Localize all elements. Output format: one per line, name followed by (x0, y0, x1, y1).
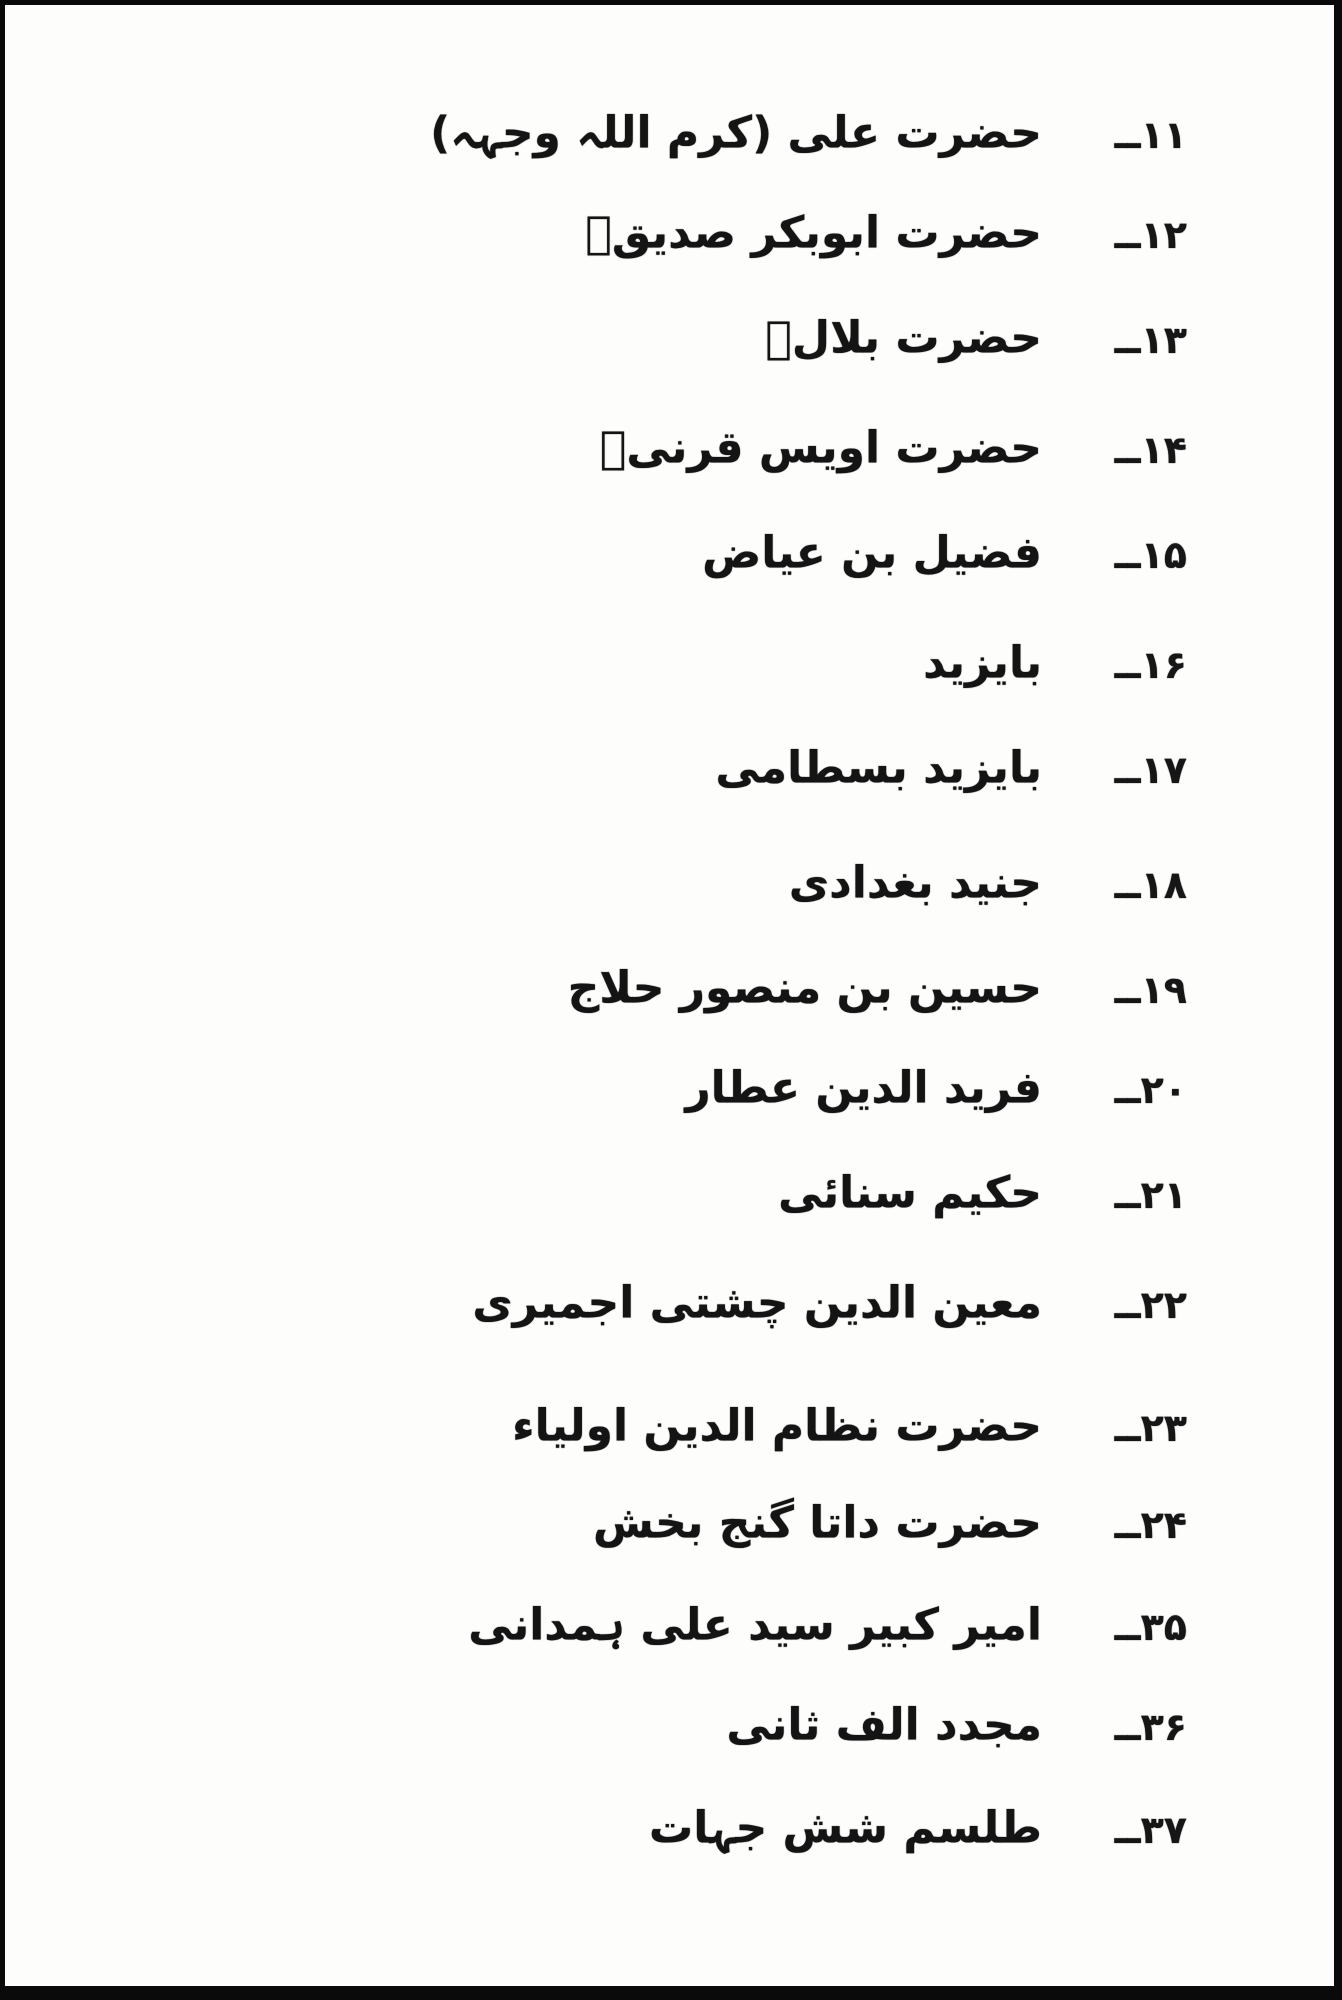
item-name: حضرت داتا گنج بخش (592, 1497, 1042, 1549)
item-name: بایزید بسطامی (715, 742, 1042, 794)
item-number: ۱۶ــ (1114, 643, 1187, 687)
item-number: ۲۲ــ (1114, 1283, 1187, 1327)
item-number: ۱۱ــ (1114, 113, 1187, 157)
item-name: حکیم سنائی (778, 1167, 1042, 1219)
item-name: بایزید (923, 637, 1042, 689)
item-name: حسین بن منصور حلاج (567, 962, 1042, 1014)
item-name: جنید بغدادی (788, 857, 1042, 909)
item-name: امیر کبیر سید علی ہمدانی (468, 1599, 1042, 1651)
item-name: مجدد الف ثانی (726, 1699, 1042, 1751)
item-number: ۱۲ــ (1114, 213, 1187, 257)
item-name: فرید الدین عطار (685, 1062, 1042, 1114)
item-number: ۳۷ــ (1114, 1808, 1187, 1852)
item-number: ۱۵ــ (1114, 533, 1187, 577)
item-name: حضرت نظام الدین اولیاء (512, 1400, 1042, 1452)
item-number: ۱۹ــ (1114, 968, 1187, 1012)
item-number: ۲۴ــ (1114, 1503, 1187, 1547)
item-number: ۲۱ــ (1114, 1173, 1187, 1217)
item-number: ۳۵ــ (1114, 1605, 1187, 1649)
item-name: فضیل بن عیاض (702, 527, 1042, 579)
item-number: ۱۳ــ (1114, 318, 1187, 362)
item-number: ۲۳ــ (1114, 1406, 1187, 1450)
item-number: ۱۷ــ (1114, 748, 1187, 792)
item-name: حضرت ابوبکر صدیقؓ (585, 207, 1042, 259)
item-number: ۳۶ــ (1114, 1705, 1187, 1749)
item-name: حضرت بلالؓ (765, 312, 1042, 364)
item-name: حضرت اویس قرنیؓ (599, 422, 1042, 474)
item-name: حضرت علی (کرم اللہ وجہہ) (430, 107, 1042, 159)
item-name: طلسم شش جہات (648, 1802, 1042, 1854)
item-number: ۱۸ــ (1114, 863, 1187, 907)
item-name: معین الدین چشتی اجمیری (472, 1277, 1042, 1329)
saints-index-list (5, 5, 1334, 1986)
item-number: ۲۰ــ (1114, 1068, 1187, 1112)
item-number: ۱۴ــ (1114, 428, 1187, 472)
